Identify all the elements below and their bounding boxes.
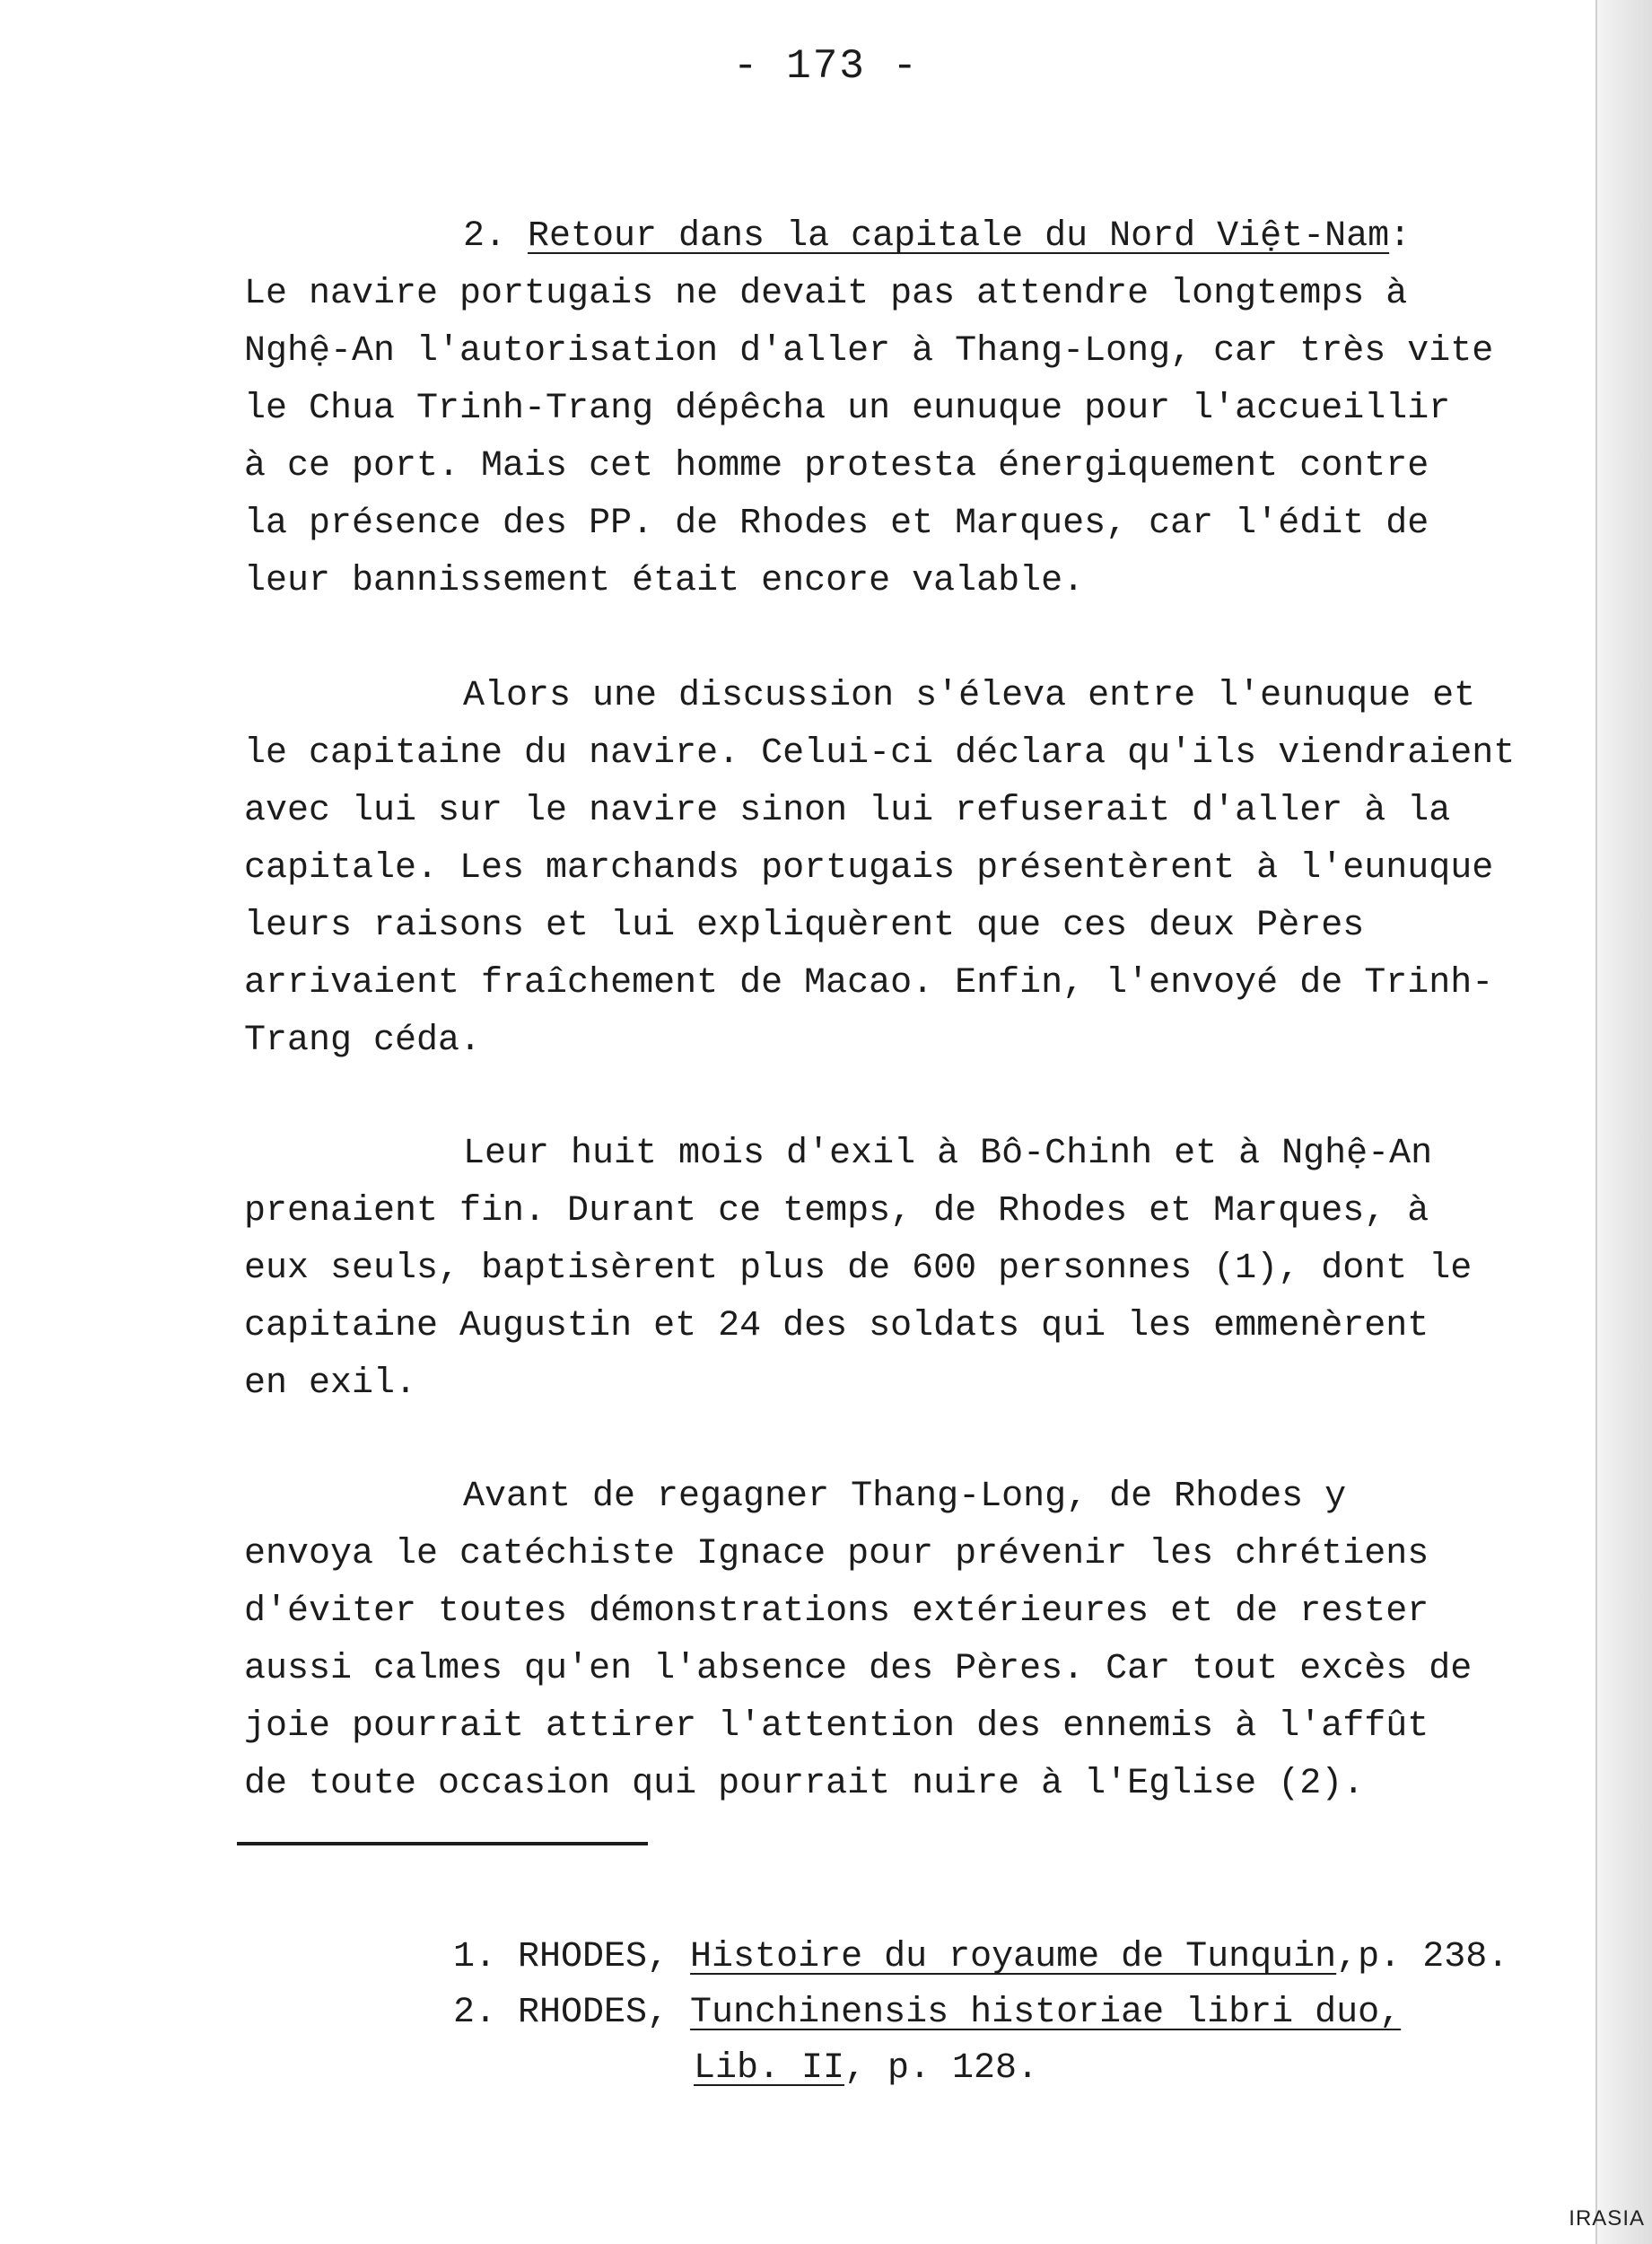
footnote-2 — [453, 1985, 1530, 2041]
text-line: capitaine Augustin et 24 des soldats qui les emmenèrent — [244, 1306, 1429, 1346]
text-line: Nghệ-An l'autorisation d'aller à Thang-Long, car très vite — [244, 331, 1494, 372]
text-line: Leur huit mois d'exil à Bô-Chinh et à Nghệ-An — [463, 1134, 1433, 1174]
text-line: de toute occasion qui pourrait nuire à l'Eglise (2). — [244, 1764, 1365, 1804]
footnote-number: 2. — [453, 1993, 519, 2033]
footnote-number: 1. — [453, 1937, 519, 1977]
text-line: le Chua Trinh-Trang dépêcha un eunuque pour l'accueillir — [244, 389, 1451, 429]
section-heading-line — [244, 208, 1527, 266]
page-number: - 173 - — [732, 43, 920, 90]
footnote-page: ,p. 238. — [1336, 1937, 1509, 1977]
footnote-title-continued: Lib. II — [694, 2048, 845, 2089]
section-heading-colon: : — [1389, 216, 1412, 257]
footnote-1 — [453, 1930, 1530, 1985]
text-line: Le navire portugais ne devait pas attendre longtemps à — [244, 274, 1408, 314]
text-line: avec lui sur le navire sinon lui refuserait d'aller à la — [244, 791, 1451, 831]
footnote-page: , p. 128. — [844, 2048, 1039, 2089]
footnote-divider — [237, 1842, 648, 1845]
text-line: Trang céda. — [244, 1021, 482, 1061]
section-heading: Retour dans la capitale du Nord Việt-Nam — [528, 216, 1390, 257]
text-line: aussi calmes qu'en l'absence des Pères. Car tout excès de — [244, 1649, 1473, 1689]
paragraph-exil — [244, 1126, 1527, 1413]
text-line: leur bannissement était encore valable. — [244, 561, 1085, 601]
paragraph-retour — [244, 208, 1527, 610]
text-line: Avant de regagner Thang-Long, de Rhodes y — [463, 1477, 1347, 1517]
paragraph-ignace — [244, 1468, 1527, 1813]
text-line: leurs raisons et lui expliquèrent que ces deux Pères — [244, 906, 1365, 946]
text-line: la présence des PP. de Rhodes et Marques, car l'édit de — [244, 504, 1429, 544]
text-line: d'éviter toutes démonstrations extérieures et de rester — [244, 1591, 1429, 1632]
text-line: capitale. Les marchands portugais présentèrent à l'eunuque — [244, 848, 1494, 889]
footnote-author: RHODES, — [518, 1937, 691, 1977]
text-line: joie pourrait attirer l'attention des ennemis à l'affût — [244, 1706, 1429, 1747]
text-line: à ce port. Mais cet homme protesta énergiquement contre — [244, 446, 1429, 486]
page-edge-shadow — [1595, 0, 1652, 2244]
footnotes — [453, 1930, 1530, 2097]
text-line: arrivaient fraîchement de Macao. Enfin, l'envoyé de Trinh- — [244, 963, 1494, 1004]
text-line: envoya le catéchiste Ignace pour prévenir les chrétiens — [244, 1534, 1429, 1574]
footnote-2-continued — [453, 2041, 1530, 2097]
text-line: eux seuls, baptisèrent plus de 600 personnes (1), dont le — [244, 1249, 1473, 1289]
watermark: IRASIA — [1569, 2206, 1645, 2231]
text-line: prenaient fin. Durant ce temps, de Rhodes et Marques, à — [244, 1191, 1429, 1232]
text-line: en exil. — [244, 1363, 417, 1404]
footnote-title: Histoire du royaume de Tunquin — [690, 1937, 1337, 1977]
text-line: le capitaine du navire. Celui-ci déclara qu'ils viendraient — [244, 733, 1516, 774]
footnote-author: RHODES, — [518, 1993, 691, 2033]
footnote-title: Tunchinensis historiae libri duo, — [690, 1993, 1402, 2033]
paragraph-discussion — [244, 668, 1527, 1070]
section-number: 2. — [463, 216, 529, 257]
text-line: Alors une discussion s'éleva entre l'eunuque et — [463, 676, 1476, 716]
